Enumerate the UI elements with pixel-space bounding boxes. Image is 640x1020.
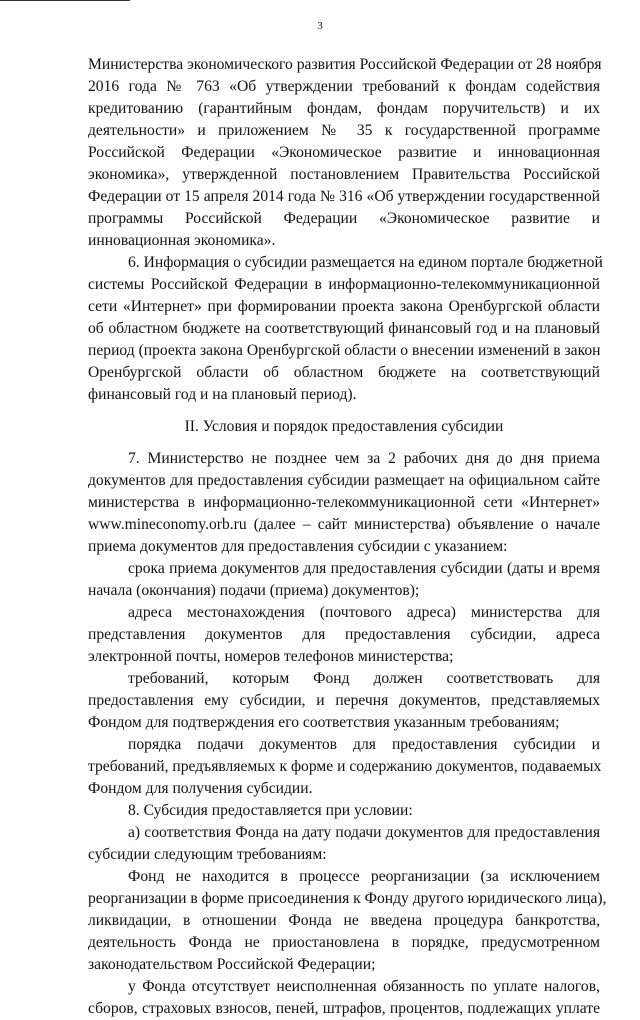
text-line: период (проекта закона Оренбургской области о внесении изменений в закон xyxy=(88,342,601,359)
text-line: 2016 года № 763 «Об утверждении требований к фондам содействия xyxy=(88,78,600,95)
text-line: ликвидации, в отношении Фонда не введена процедура банкротства, xyxy=(88,912,600,929)
text-line: Министерства экономического развития Российской Федерации от 28 ноября xyxy=(88,56,602,73)
text-line: деятельность Фонда не приостановлена в порядке, предусмотренном xyxy=(88,934,600,951)
text-line: 7. Министерство не позднее чем за 2 рабочих дня до дня приема xyxy=(128,450,600,467)
text-line: адреса местонахождения (почтового адреса) министерства для xyxy=(128,604,600,621)
text-line: программы Российской Федерации «Экономическое развитие и xyxy=(88,210,600,227)
text-line: финансовый год и на плановый период). xyxy=(88,386,357,403)
text-line: приема документов для предоставления субсидии с указанием: xyxy=(88,538,508,555)
text-line: 6. Информация о субсидии размещается на едином портале бюджетной xyxy=(128,254,603,271)
document-body xyxy=(88,54,607,1020)
text-line: деятельности» и приложением № 35 к государственной программе xyxy=(88,122,600,139)
text-line: реорганизации в форме присоединения к Фонду другого юридического лица), xyxy=(88,890,607,907)
text-line: порядка подачи документов для предоставления субсидии и xyxy=(128,736,600,753)
text-line: а) соответствия Фонда на дату подачи документов для предоставления xyxy=(128,824,600,841)
text-line: Фонд не находится в процессе реорганизации (за исключением xyxy=(128,868,600,885)
text-line: системы Российской Федерации в информационно-телекоммуникационной xyxy=(88,276,600,293)
text-line: требований, предъявляемых к форме и содержанию документов, подаваемых xyxy=(88,758,602,775)
text-line: документов для предоставления субсидии размещает на официальном сайте xyxy=(88,472,600,489)
text-line: об областном бюджете на соответствующий финансовый год и на плановый xyxy=(88,320,600,337)
text-line: 8. Субсидия предоставляется при условии: xyxy=(128,802,413,819)
text-line: министерства в информационно-телекоммуникационной сети «Интернет» xyxy=(88,494,600,511)
text-line: законодательством Российской Федерации; xyxy=(88,956,376,973)
text-line: Российской Федерации «Экономическое развитие и инновационная xyxy=(88,144,600,161)
text-line: требований, которым Фонд должен соответствовать для xyxy=(128,670,600,687)
text-line: субсидии следующим требованиям: xyxy=(88,846,327,863)
text-line: срока приема документов для предоставления субсидии (даты и время xyxy=(128,560,600,577)
text-line: у Фонда отсутствует неисполненная обязанность по уплате налогов, xyxy=(128,978,600,995)
section-heading: II. Условия и порядок предоставления субсидии xyxy=(184,418,504,435)
text-line: Федерации от 15 апреля 2014 года № 316 «Об утверждении государственной xyxy=(88,188,600,205)
text-line: Фондом для получения субсидии. xyxy=(88,780,313,797)
text-line: инновационная экономика». xyxy=(88,232,276,249)
text-line: Фондом для подтверждения его соответствия указанным требованиям; xyxy=(88,714,560,731)
text-line: электронной почты, номеров телефонов министерства; xyxy=(88,648,454,665)
text-line: начала (окончания) подачи (приема) документов); xyxy=(88,582,420,599)
top-rule xyxy=(0,0,130,1)
text-line: сборов, страховых взносов, пеней, штрафов, процентов, подлежащих уплате xyxy=(88,1000,600,1017)
text-line: экономика», утвержденной постановлением Правительства Российской xyxy=(88,166,600,183)
text-line: кредитованию (гарантийным фондам, фондам поручительств) и их xyxy=(88,100,600,117)
text-line: предоставления ему субсидии, и перечня документов, представляемых xyxy=(88,692,600,709)
paragraph-gap xyxy=(88,406,600,416)
page-number: 3 xyxy=(317,20,323,32)
paragraph-gap xyxy=(88,438,600,448)
text-line: сети «Интернет» при формировании проекта закона Оренбургской области xyxy=(88,298,600,315)
text-line: представления документов для предоставления субсидии, адреса xyxy=(88,626,600,643)
text-line: Оренбургской области об областном бюджете на соответствующий xyxy=(88,364,600,381)
text-line: www.mineconomy.orb.ru (далее – сайт министерства) объявление о начале xyxy=(88,516,600,533)
